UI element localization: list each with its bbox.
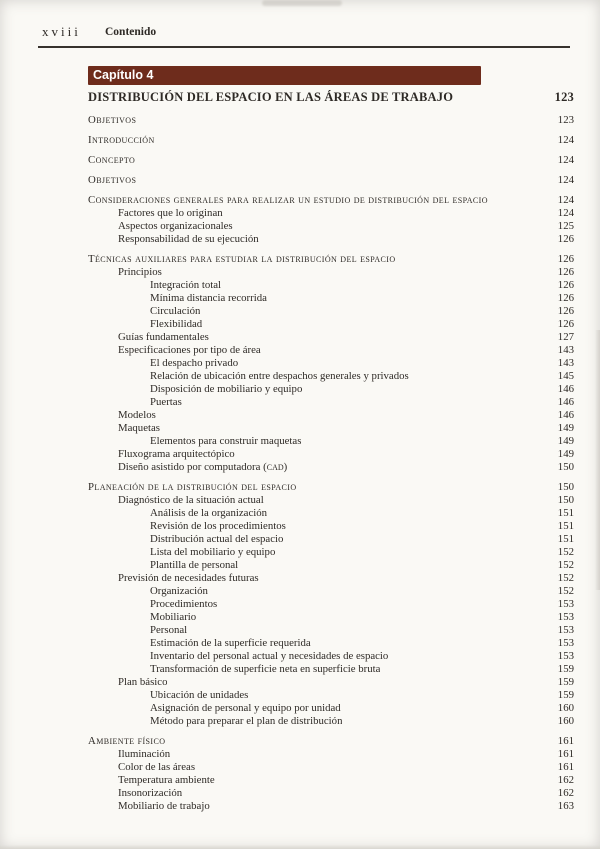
toc-row bbox=[88, 422, 574, 435]
toc-entry-page-number: 159 bbox=[557, 663, 574, 675]
toc-entry-label: Transformación de superficie neta en superficie bruta bbox=[150, 663, 381, 675]
page-folio: xviii bbox=[42, 24, 81, 39]
toc-entry-page-number: 149 bbox=[557, 435, 574, 447]
toc-entry-page-number: 152 bbox=[557, 572, 574, 584]
toc-row bbox=[88, 637, 574, 650]
toc-row bbox=[88, 800, 574, 813]
toc-entry-label: Asignación de personal y equipo por unidad bbox=[150, 702, 341, 714]
toc-entry-label: Integración total bbox=[150, 279, 222, 291]
toc-row bbox=[88, 305, 574, 318]
toc-entry-page-number: 161 bbox=[557, 761, 574, 773]
toc-entry-label: Técnicas auxiliares para estudiar la distribución del espacio bbox=[88, 253, 396, 265]
toc-entry-page-number: 160 bbox=[557, 702, 574, 714]
toc-entry-label: Plan básico bbox=[118, 676, 168, 688]
toc-entry-label: Consideraciones generales para realizar un estudio de distribución del espacio bbox=[88, 194, 488, 206]
toc-row bbox=[88, 559, 574, 572]
toc-entry-label: Puertas bbox=[150, 396, 182, 408]
toc-row bbox=[88, 448, 574, 461]
toc-entry-label: Aspectos organizacionales bbox=[118, 220, 233, 232]
toc-entry-label: Lista del mobiliario y equipo bbox=[150, 546, 276, 558]
toc-row bbox=[88, 344, 574, 357]
toc-entry-label: Fluxograma arquitectópico bbox=[118, 448, 235, 460]
toc-entry-label: Especificaciones por tipo de área bbox=[118, 344, 261, 356]
toc-entry-label: Diagnóstico de la situación actual bbox=[118, 494, 264, 506]
toc-row bbox=[88, 761, 574, 774]
toc-row bbox=[88, 494, 574, 507]
toc-entry-label: Plantilla de personal bbox=[150, 559, 239, 571]
toc-row bbox=[88, 676, 574, 689]
toc-row bbox=[88, 114, 574, 127]
scan-artifact bbox=[0, 845, 600, 849]
toc-entry-label: Personal bbox=[150, 624, 188, 636]
toc-row bbox=[88, 266, 574, 279]
toc-row bbox=[88, 748, 574, 761]
header-rule bbox=[38, 46, 570, 48]
toc-entry-page-number: 149 bbox=[557, 422, 574, 434]
scan-artifact bbox=[595, 330, 600, 590]
toc-entry-page-number: 153 bbox=[557, 650, 574, 662]
toc-entry-label: Iluminación bbox=[118, 748, 171, 760]
toc-entry-label: El despacho privado bbox=[150, 357, 239, 369]
toc-entry-page-number: 125 bbox=[557, 220, 574, 232]
chapter-title-row bbox=[88, 90, 574, 105]
toc-entry-label: Previsión de necesidades futuras bbox=[118, 572, 259, 584]
toc-entry-page-number: 150 bbox=[557, 481, 574, 493]
toc-row bbox=[88, 396, 574, 409]
toc-row bbox=[88, 174, 574, 187]
toc-row bbox=[88, 598, 574, 611]
toc-row bbox=[88, 735, 574, 748]
toc-row bbox=[88, 253, 574, 266]
toc-row bbox=[88, 650, 574, 663]
toc-entry-label: Maquetas bbox=[118, 422, 160, 434]
toc-entry-page-number: 143 bbox=[557, 357, 574, 369]
chapter-title-page-number: 123 bbox=[554, 90, 574, 104]
toc-row bbox=[88, 409, 574, 422]
table-of-contents bbox=[88, 90, 574, 813]
toc-row bbox=[88, 689, 574, 702]
toc-entry-page-number: 150 bbox=[557, 461, 574, 473]
toc-row bbox=[88, 533, 574, 546]
toc-entry-page-number: 153 bbox=[557, 637, 574, 649]
toc-row bbox=[88, 207, 574, 220]
toc-entry-page-number: 162 bbox=[557, 774, 574, 786]
toc-rows bbox=[88, 114, 574, 813]
toc-entry-label: Insonorización bbox=[118, 787, 183, 799]
toc-entry-label: Ubicación de unidades bbox=[150, 689, 249, 701]
toc-entry-page-number: 146 bbox=[557, 396, 574, 408]
toc-row bbox=[88, 220, 574, 233]
toc-entry-page-number: 151 bbox=[557, 520, 574, 532]
toc-row bbox=[88, 331, 574, 344]
toc-entry-label: Principios bbox=[118, 266, 162, 278]
toc-entry-page-number: 162 bbox=[557, 787, 574, 799]
toc-entry-page-number: 149 bbox=[557, 448, 574, 460]
toc-entry-label: Modelos bbox=[118, 409, 156, 421]
toc-row bbox=[88, 233, 574, 246]
toc-row bbox=[88, 624, 574, 637]
toc-entry-page-number: 143 bbox=[557, 344, 574, 356]
toc-entry-label: Flexibilidad bbox=[150, 318, 203, 330]
toc-row bbox=[88, 546, 574, 559]
toc-row bbox=[88, 383, 574, 396]
toc-row bbox=[88, 370, 574, 383]
toc-entry-page-number: 163 bbox=[557, 800, 574, 812]
toc-entry-label: Procedimientos bbox=[150, 598, 218, 610]
toc-row bbox=[88, 279, 574, 292]
toc-entry-label: Factores que lo originan bbox=[118, 207, 223, 219]
toc-entry-page-number: 123 bbox=[557, 114, 574, 126]
toc-row bbox=[88, 435, 574, 448]
toc-entry-label: Mínima distancia recorrida bbox=[150, 292, 267, 304]
toc-row bbox=[88, 611, 574, 624]
toc-entry-label: Ambiente físico bbox=[88, 735, 166, 747]
toc-entry-page-number: 126 bbox=[557, 233, 574, 245]
toc-entry-label: Análisis de la organización bbox=[150, 507, 268, 519]
toc-entry-page-number: 160 bbox=[557, 715, 574, 727]
toc-entry-page-number: 159 bbox=[557, 676, 574, 688]
toc-entry-page-number: 126 bbox=[557, 318, 574, 330]
toc-row bbox=[88, 774, 574, 787]
toc-row bbox=[88, 357, 574, 370]
toc-entry-label: Distribución actual del espacio bbox=[150, 533, 284, 545]
toc-row bbox=[88, 318, 574, 331]
chapter-banner: Capítulo 4 bbox=[88, 66, 481, 85]
toc-entry-page-number: 146 bbox=[557, 409, 574, 421]
toc-entry-label: Disposición de mobiliario y equipo bbox=[150, 383, 303, 395]
toc-row bbox=[88, 572, 574, 585]
toc-row bbox=[88, 481, 574, 494]
toc-entry-label: Introducción bbox=[88, 134, 155, 146]
toc-entry-label: Estimación de la superficie requerida bbox=[150, 637, 311, 649]
toc-entry-page-number: 124 bbox=[557, 207, 574, 219]
toc-entry-page-number: 126 bbox=[557, 266, 574, 278]
toc-entry-label: Guías fundamentales bbox=[118, 331, 209, 343]
toc-entry-page-number: 126 bbox=[557, 253, 574, 265]
toc-entry-page-number: 146 bbox=[557, 383, 574, 395]
toc-entry-label: Objetivos bbox=[88, 114, 137, 126]
toc-entry-page-number: 127 bbox=[557, 331, 574, 343]
toc-entry-page-number: 126 bbox=[557, 279, 574, 291]
scan-artifact bbox=[262, 0, 342, 6]
toc-entry-label: Elementos para construir maquetas bbox=[150, 435, 302, 447]
toc-entry-label: Objetivos bbox=[88, 174, 137, 186]
toc-entry-page-number: 152 bbox=[557, 546, 574, 558]
toc-entry-label: Mobiliario de trabajo bbox=[118, 800, 210, 812]
toc-entry-page-number: 124 bbox=[557, 134, 574, 146]
toc-entry-label: Método para preparar el plan de distribución bbox=[150, 715, 343, 727]
toc-entry-label: Relación de ubicación entre despachos generales y privados bbox=[150, 370, 409, 382]
toc-entry-page-number: 152 bbox=[557, 585, 574, 597]
toc-entry-page-number: 153 bbox=[557, 611, 574, 623]
toc-entry-page-number: 124 bbox=[557, 174, 574, 186]
toc-row bbox=[88, 461, 574, 474]
toc-entry-label-smallcaps: (cad) bbox=[263, 461, 288, 473]
toc-entry-page-number: 153 bbox=[557, 624, 574, 636]
toc-entry-page-number: 161 bbox=[557, 735, 574, 747]
toc-entry-label: Organización bbox=[150, 585, 208, 597]
toc-entry-page-number: 161 bbox=[557, 748, 574, 760]
toc-entry-label: Diseño asistido por computadora (cad) bbox=[118, 461, 288, 473]
toc-entry-label: Circulación bbox=[150, 305, 201, 317]
toc-entry-page-number: 126 bbox=[557, 292, 574, 304]
toc-entry-page-number: 124 bbox=[557, 194, 574, 206]
toc-row bbox=[88, 702, 574, 715]
toc-row bbox=[88, 520, 574, 533]
toc-row bbox=[88, 134, 574, 147]
toc-row bbox=[88, 585, 574, 598]
toc-entry-label: Revisión de los procedimientos bbox=[150, 520, 286, 532]
toc-entry-page-number: 150 bbox=[557, 494, 574, 506]
toc-row bbox=[88, 194, 574, 207]
toc-entry-label: Inventario del personal actual y necesidades de espacio bbox=[150, 650, 389, 662]
toc-row bbox=[88, 715, 574, 728]
toc-row bbox=[88, 292, 574, 305]
toc-entry-page-number: 159 bbox=[557, 689, 574, 701]
toc-row bbox=[88, 787, 574, 800]
toc-row bbox=[88, 154, 574, 167]
running-head: Contenido bbox=[105, 26, 157, 38]
toc-entry-label: Planeación de la distribución del espacio bbox=[88, 481, 297, 493]
toc-row bbox=[88, 507, 574, 520]
toc-entry-label: Color de las áreas bbox=[118, 761, 196, 773]
toc-entry-label: Responsabilidad de su ejecución bbox=[118, 233, 259, 245]
toc-entry-page-number: 126 bbox=[557, 305, 574, 317]
chapter-title: DISTRIBUCIÓN DEL ESPACIO EN LAS ÁREAS DE TRABAJO bbox=[88, 90, 454, 104]
toc-entry-page-number: 151 bbox=[557, 507, 574, 519]
toc-entry-label: Temperatura ambiente bbox=[118, 774, 215, 786]
toc-entry-page-number: 153 bbox=[557, 598, 574, 610]
toc-entry-page-number: 145 bbox=[557, 370, 574, 382]
toc-entry-label: Concepto bbox=[88, 154, 136, 166]
toc-row bbox=[88, 663, 574, 676]
toc-entry-page-number: 124 bbox=[557, 154, 574, 166]
toc-entry-label: Mobiliario bbox=[150, 611, 197, 623]
toc-entry-page-number: 151 bbox=[557, 533, 574, 545]
toc-entry-page-number: 152 bbox=[557, 559, 574, 571]
